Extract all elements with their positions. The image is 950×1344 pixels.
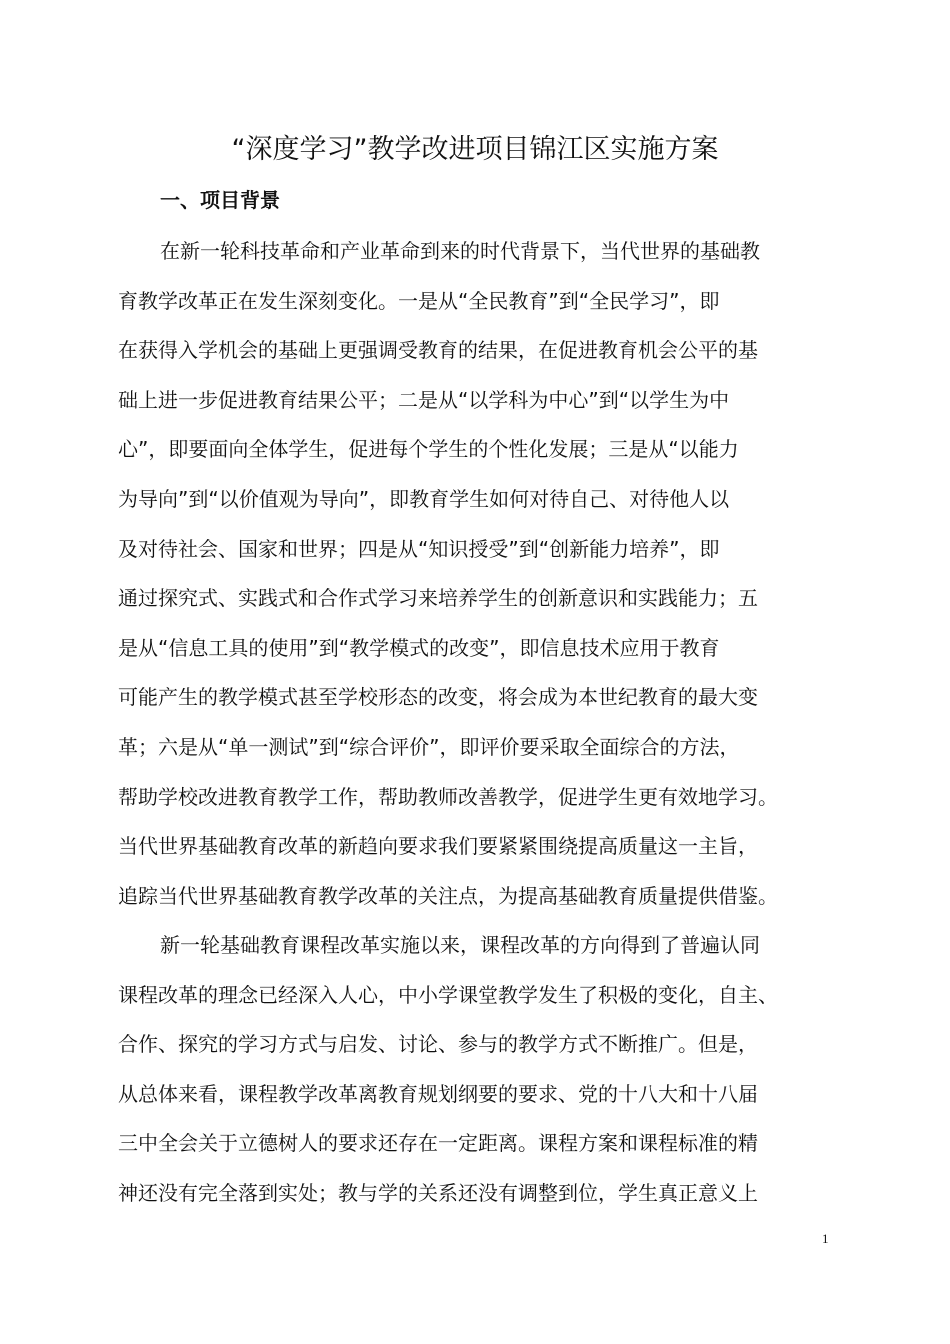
page-number: 1 — [822, 1231, 829, 1246]
paragraph-line: 为导向”到“以价值观为导向”，即教育学生如何对待自己、对待他人以 — [118, 486, 730, 511]
paragraph-line: 是从“信息工具的使用”到“教学模式的改变”，即信息技术应用于教育 — [118, 635, 720, 660]
paragraph-line: 心”，即要面向全体学生，促进每个学生的个性化发展；三是从“以能力 — [118, 437, 739, 462]
paragraph-line: 革；六是从“单一测试”到“综合评价”，即评价要采取全面综合的方法， — [118, 734, 740, 759]
paragraph-1 — [118, 227, 838, 921]
paragraph-line: 追踪当代世界基础教育教学改革的关注点，为提高基础教育质量提供借鉴。 — [118, 883, 778, 908]
section-heading: 一、项目背景 — [160, 188, 280, 212]
paragraph-line: 当代世界基础教育改革的新趋向要求我们要紧紧围绕提高质量这一主旨， — [118, 834, 758, 859]
paragraph-line: 帮助学校改进教育教学工作，帮助教师改善教学，促进学生更有效地学习。 — [118, 784, 778, 809]
paragraph-line: 课程改革的理念已经深入人心，中小学课堂教学发生了积极的变化，自主、 — [118, 982, 778, 1007]
paragraph-line: 及对待社会、国家和世界；四是从“知识授受”到“创新能力培养”，即 — [118, 536, 720, 561]
paragraph-line: 三中全会关于立德树人的要求还存在一定距离。课程方案和课程标准的精 — [118, 1131, 758, 1156]
paragraph-line: 础上进一步促进教育结果公平；二是从“以学科为中心”到“以学生为中 — [118, 387, 730, 412]
paragraph-line: 合作、探究的学习方式与启发、讨论、参与的教学方式不断推广。但是， — [118, 1032, 758, 1057]
paragraph-line: 育教学改革正在发生深刻变化。一是从“全民教育”到“全民学习”，即 — [118, 288, 720, 313]
paragraph-line: 神还没有完全落到实处；教与学的关系还没有调整到位，学生真正意义上 — [118, 1180, 758, 1205]
document-title: “深度学习”教学改进项目锦江区实施方案 — [231, 134, 719, 165]
paragraph-line: 新一轮基础教育课程改革实施以来，课程改革的方向得到了普遍认同 — [160, 933, 760, 957]
paragraph-2 — [118, 921, 838, 1219]
paragraph-line: 从总体来看，课程教学改革离教育规划纲要的要求、党的十八大和十八届 — [118, 1081, 758, 1106]
paragraph-line: 通过探究式、实践式和合作式学习来培养学生的创新意识和实践能力；五 — [118, 586, 758, 611]
paragraph-line: 在新一轮科技革命和产业革命到来的时代背景下，当代世界的基础教 — [160, 239, 760, 263]
paragraph-line: 在获得入学机会的基础上更强调受教育的结果，在促进教育机会公平的基 — [118, 338, 758, 363]
paragraph-line: 可能产生的教学模式甚至学校形态的改变，将会成为本世纪教育的最大变 — [118, 685, 758, 710]
